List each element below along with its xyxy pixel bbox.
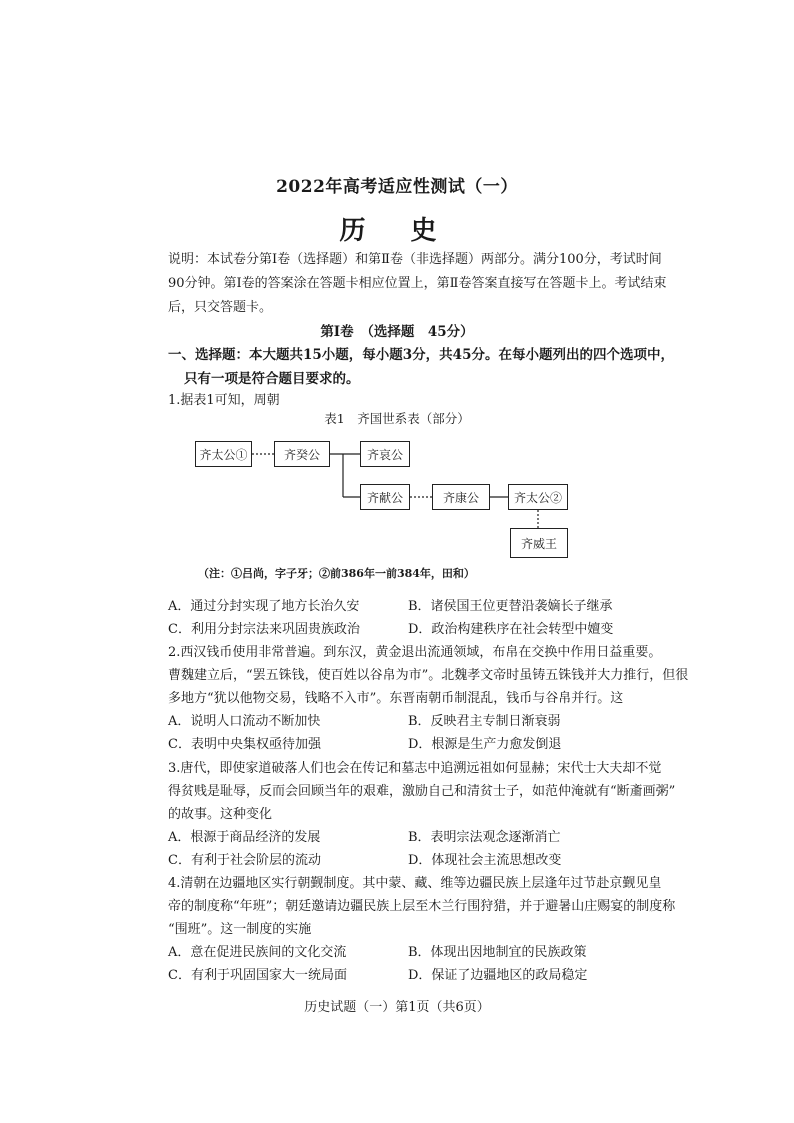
page-footer: 历史试题（一）第1页（共6页） [304,1000,490,1015]
q1-option-d[interactable]: D．政治构建秩序在社会转型中嬗变 [408,622,614,637]
q4-stem-line-1: 4.清朝在边疆地区实行朝觐制度。其中蒙、藏、维等边疆民族上层逢年过节赴京觐见皇 [168,876,662,891]
q3-option-a[interactable]: A．根源于商品经济的发展 [168,830,321,845]
q2-option-b[interactable]: B．反映君主专制日渐衰弱 [408,714,561,729]
section-intro-line-2: 只有一项是符合题目要求的。 [184,371,360,387]
q3-stem-line-3: 的故事。这种变化 [168,807,273,822]
q3-option-c[interactable]: C．有利于社会阶层的流动 [168,853,321,868]
node-qi-taigong-2: 齐太公② [508,484,568,510]
section-heading: 第Ⅰ卷 （选择题 45分） [320,324,474,340]
subject-title: 历 史 [339,216,455,246]
q1-option-c[interactable]: C．利用分封宗法来巩固贵族政治 [168,622,360,637]
q2-stem-line-2: 曹魏建立后，“罢五铢钱，使百姓以谷帛为市”。北魏孝文帝时虽铸五铢钱并大力推行，但很 [168,668,689,683]
q2-option-a[interactable]: A．说明人口流动不断加快 [168,714,321,729]
node-qi-aigong: 齐哀公 [360,441,410,467]
node-qi-yigong: 齐癸公 [274,441,330,467]
node-qi-xiangong: 齐献公 [360,484,410,510]
instructions-line-1: 说明：本试卷分第Ⅰ卷（选择题）和第Ⅱ卷（非选择题）两部分。满分100分，考试时间 [168,252,662,267]
node-qi-weiwang: 齐威王 [510,528,568,558]
q3-option-d[interactable]: D．体现社会主流思想改变 [408,853,562,868]
q4-stem-line-2: 帝的制度称“年班”；朝廷邀请边疆民族上层至木兰行围狩猎，并于避暑山庄赐宴的制度称 [168,899,676,914]
q2-option-d[interactable]: D．根源是生产力愈发倒退 [408,737,562,752]
q3-stem-line-1: 3.唐代，即使家道破落人们也会在传记和墓志中追溯远祖如何显赫；宋代士大夫却不觉 [168,761,662,776]
q2-stem-line-3: 多地方“犹以他物交易，钱略不入市”。东晋南朝币制混乱，钱币与谷帛并行。这 [168,691,624,706]
exam-title: 2022年高考适应性测试（一） [276,177,518,197]
q4-stem-line-3: “围班”。这一制度的实施 [168,922,312,937]
q4-option-c[interactable]: C．有利于巩固国家大一统局面 [168,968,347,983]
instructions-line-3: 后，只交答题卡。 [168,300,273,315]
node-qi-kanggong: 齐康公 [432,484,490,510]
q3-stem-line-2: 得贫贱是耻辱，反而会回顾当年的艰难，激励自己和清贫士子，如范仲淹就有“断齑画粥” [168,784,676,799]
q3-option-b[interactable]: B．表明宗法观念逐渐消亡 [408,830,561,845]
node-qi-taigong-1: 齐太公① [195,441,252,467]
instructions-line-2: 90分钟。第Ⅰ卷的答案涂在答题卡相应位置上，第Ⅱ卷答案直接写在答题卡上。考试结束 [168,276,667,291]
q1-table-caption: 表1 齐国世系表（部分） [324,411,470,426]
q4-option-a[interactable]: A．意在促进民族间的文化交流 [168,945,347,960]
q1-stem: 1.据表1可知，周朝 [168,393,280,408]
q2-stem-line-1: 2.西汉钱币使用非常普遍。到东汉，黄金退出流通领域，布帛在交换中作用日益重要。 [168,645,662,660]
section-intro-line-1: 一、选择题：本大题共15小题，每小题3分，共45分。在每小题列出的四个选项中， [168,347,674,363]
q1-option-a[interactable]: A．通过分封实现了地方长治久安 [168,599,360,614]
q4-option-d[interactable]: D．保证了边疆地区的政局稳定 [408,968,588,983]
q1-table-note: （注：①吕尚，字子牙；②前386年一前384年，田和） [198,567,475,580]
q4-option-b[interactable]: B．体现出因地制宜的民族政策 [408,945,587,960]
q1-option-b[interactable]: B．诸侯国王位更替沿袭嫡长子继承 [408,599,613,614]
q2-option-c[interactable]: C．表明中央集权亟待加强 [168,737,321,752]
